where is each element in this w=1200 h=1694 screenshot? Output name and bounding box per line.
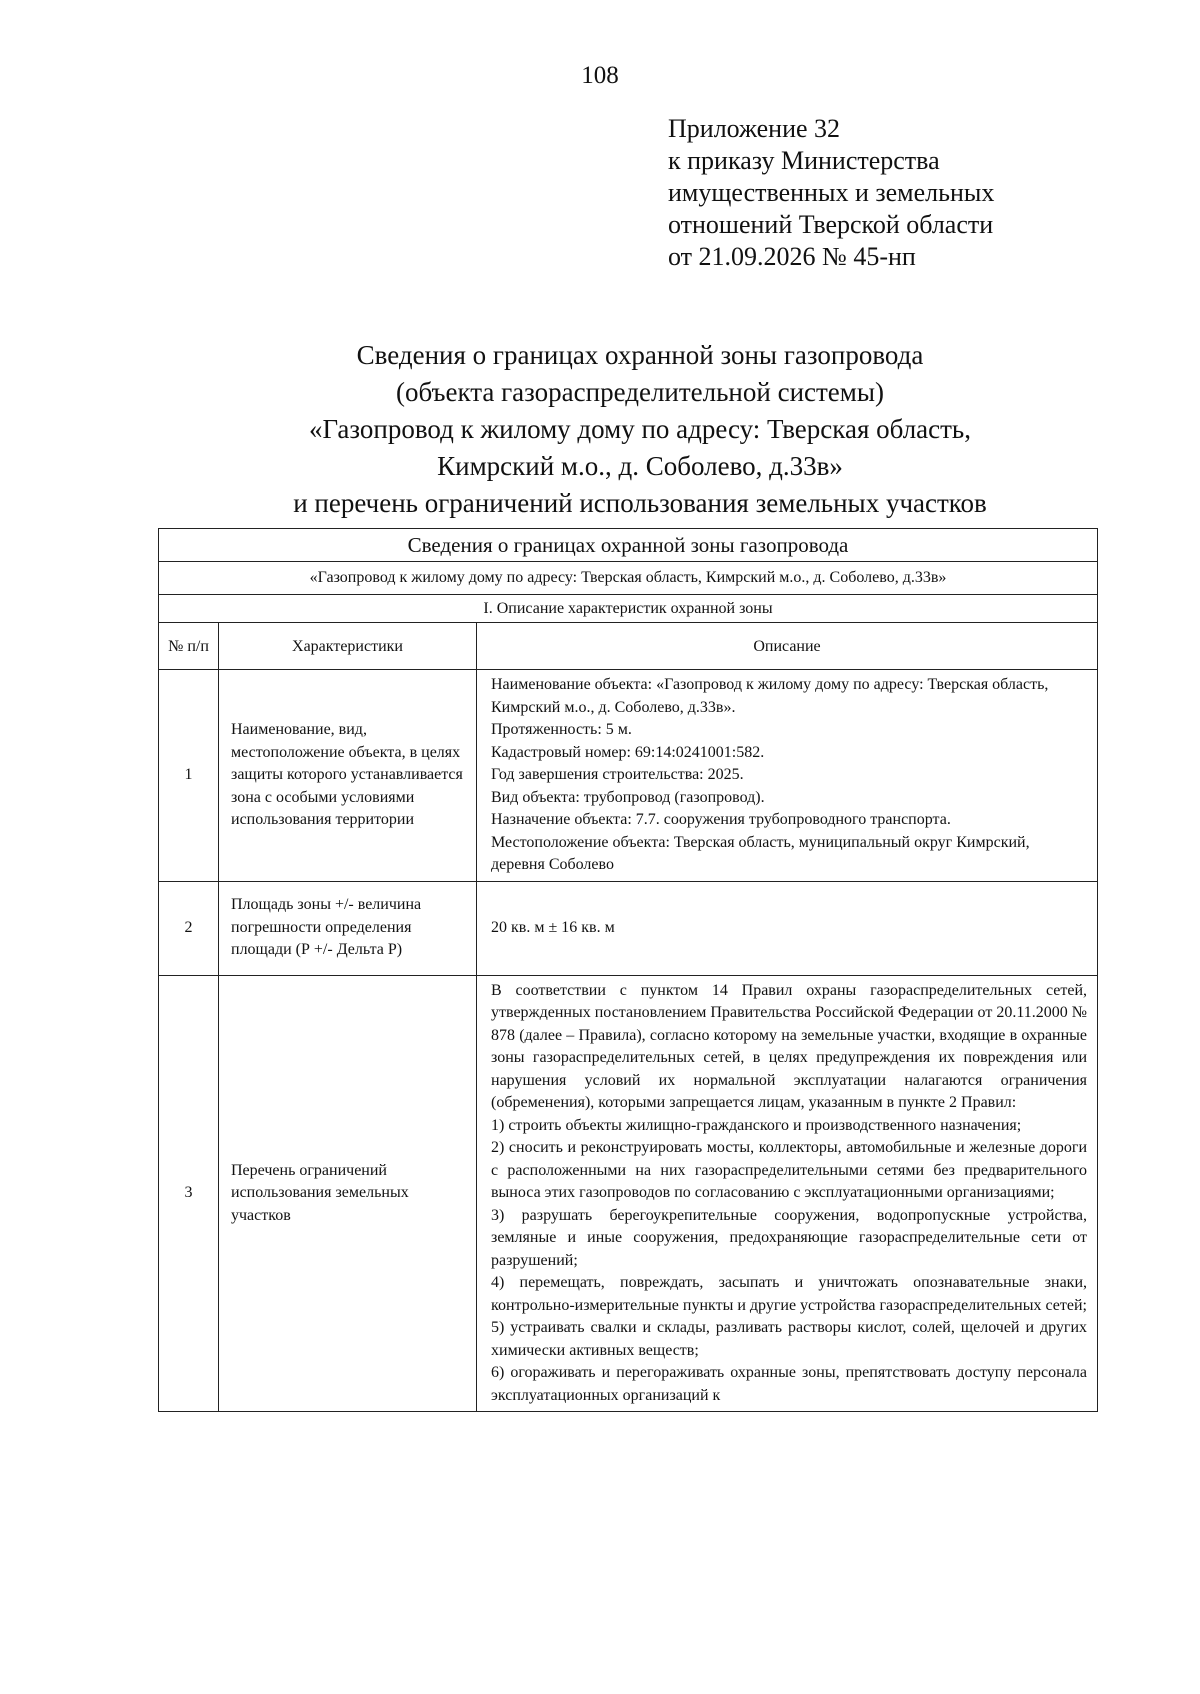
annex-line: от 21.09.2026 № 45-нп [668, 242, 916, 271]
row-number: 1 [159, 670, 219, 882]
annex-line: Приложение 32 [668, 114, 841, 143]
annex-line: отношений Тверской области [668, 210, 994, 239]
row-number: 3 [159, 975, 219, 1412]
title-line: «Газопровод к жилому дому по адресу: Тверская область, [308, 414, 971, 444]
table-row [159, 975, 1098, 1412]
table-header-title: Сведения о границах охранной зоны газопровода [159, 529, 1098, 562]
description-line: 2) сносить и реконструировать мосты, коллекторы, автомобильные и железные дороги с расположенными на них газораспределительными сетями без предварительного выноса этих газопроводов по согласованию с эксплуатационными организациями; [491, 1139, 1088, 1201]
title-line: Кимрский м.о., д. Соболево, д.33в» [437, 451, 843, 481]
document-title [160, 337, 1120, 522]
row-description [477, 975, 1098, 1412]
column-header-description: Описание [477, 623, 1098, 670]
table-row [159, 881, 1098, 975]
description-line: 3) разрушать берегоукрепительные сооружения, водопропускные устройства, земляные и иные сооружения, предохраняющие газораспределительные сети от разрушений; [491, 1206, 1088, 1269]
title-line: и перечень ограничений использования земельных участков [293, 488, 987, 518]
annex-line: к приказу Министерства [668, 146, 940, 175]
title-line: (объекта газораспределительной системы) [395, 377, 885, 407]
row-description [477, 881, 1098, 975]
description-line: Протяженность: 5 м. [491, 721, 632, 738]
table-header-object: «Газопровод к жилому дому по адресу: Тверская область, Кимрский м.о., д. Соболево, д.33в» [159, 562, 1098, 595]
row-characteristic: Площадь зоны +/- величина погрешности определения площади (Р +/- Дельта Р) [219, 881, 477, 975]
row-characteristic: Перечень ограничений использования земельных участков [219, 975, 477, 1412]
column-header-characteristics: Характеристики [219, 623, 477, 670]
annex-line: имущественных и земельных [668, 178, 995, 207]
description-line: Год завершения строительства: 2025. [491, 766, 744, 783]
title-line: Сведения о границах охранной зоны газопровода [356, 340, 924, 370]
description-line: 6) огораживать и перегораживать охранные зоны, препятствовать доступу персонала эксплуатационных организаций к [491, 1364, 1088, 1404]
description-line: Назначение объекта: 7.7. сооружения трубопроводного транспорта. [491, 811, 951, 828]
description-line: Местоположение объекта: Тверская область, муниципальный округ Кимрский, деревня Соболево [491, 833, 1030, 873]
description-line: В соответствии с пунктом 14 Правил охраны газораспределительных сетей, утвержденных постановлением Правительства Российской Федерации от 20.11.2000 № 878 (далее – Правила), согласно которому на земельные участки, входящие в охранные зоны газораспределительных сетей, в целях предупреждения их повреждения или нарушения условий их нормальной эксплуатации налагаются ограничения (обременения), которыми запрещается лицам, указанным в пункте 2 Правил: [491, 981, 1088, 1111]
column-header-number: № п/п [159, 623, 219, 670]
description-line: 1) строить объекты жилищно-гражданского и производственного назначения; [491, 1116, 1022, 1134]
row-description [477, 670, 1098, 882]
description-line: Наименование объекта: «Газопровод к жилому дому по адресу: Тверская область, Кимрский м.о., д. Соболево, д.33в». [491, 676, 1049, 716]
row-characteristic: Наименование, вид, местоположение объекта, в целях защиты которого устанавливается зона с особыми условиями использования территории [219, 670, 477, 882]
description-line: Вид объекта: трубопровод (газопровод). [491, 788, 765, 806]
row-number: 2 [159, 881, 219, 975]
table-row [159, 670, 1098, 882]
table-section-title: I. Описание характеристик охранной зоны [159, 595, 1098, 623]
annex-block [668, 113, 994, 273]
description-line: 4) перемещать, повреждать, засыпать и уничтожать опознавательные знаки, контрольно-измерительные пункты и другие устройства газораспределительных сетей; [491, 1274, 1088, 1314]
description-line: 5) устраивать свалки и склады, разливать растворы кислот, солей, щелочей и других химически активных веществ; [491, 1319, 1088, 1359]
zone-info-table [158, 528, 1098, 1412]
description-line: Кадастровый номер: 69:14:0241001:582. [491, 743, 765, 761]
description-line: 20 кв. м ± 16 кв. м [491, 918, 615, 936]
page-number: 108 [581, 62, 619, 89]
